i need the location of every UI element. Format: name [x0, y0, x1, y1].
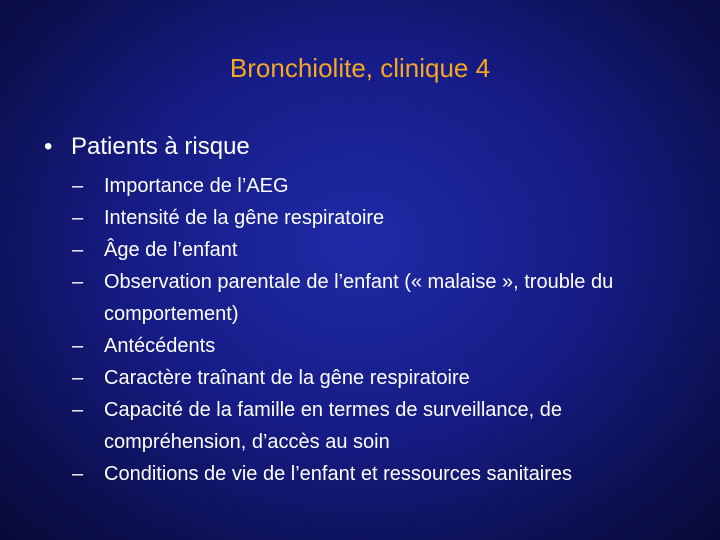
sub-bullet-item [72, 266, 692, 330]
dash-marker: – [72, 463, 84, 485]
sub-bullet-item [72, 234, 692, 266]
sub-bullet-item [72, 202, 692, 234]
sub-bullet-item [72, 394, 692, 458]
sub-bullet-text: Âge de l’enfant [104, 239, 238, 261]
dash-marker: – [72, 399, 84, 421]
main-bullet [44, 131, 684, 163]
sub-bullet-text: Caractère traînant de la gêne respiratoire [104, 367, 470, 389]
sub-bullet-list [72, 170, 692, 490]
dash-marker: – [72, 367, 84, 389]
main-bullet-text: Patients à risque [71, 133, 250, 160]
dash-marker: – [72, 335, 84, 357]
dash-marker: – [72, 239, 84, 261]
sub-bullet-text: Capacité de la famille en termes de surveillance, de compréhension, d’accès au soin [104, 399, 563, 453]
sub-bullet-text: Antécédents [104, 335, 216, 357]
dash-marker: – [72, 207, 84, 229]
slide-title: Bronchiolite, clinique 4 [229, 53, 491, 83]
sub-bullet-item [72, 330, 692, 362]
dash-marker: – [72, 175, 84, 197]
sub-bullet-item [72, 362, 692, 394]
sub-bullet-text: Conditions de vie de l’enfant et ressources sanitaires [104, 463, 573, 485]
bullet-marker: • [44, 133, 53, 160]
dash-marker: – [72, 271, 84, 293]
sub-bullet-text: Importance de l’AEG [104, 175, 289, 197]
sub-bullet-text: Observation parentale de l’enfant (« malaise », trouble du comportement) [104, 271, 614, 325]
sub-bullet-text: Intensité de la gêne respiratoire [104, 207, 385, 229]
sub-bullet-item [72, 170, 692, 202]
sub-bullet-item [72, 458, 692, 490]
